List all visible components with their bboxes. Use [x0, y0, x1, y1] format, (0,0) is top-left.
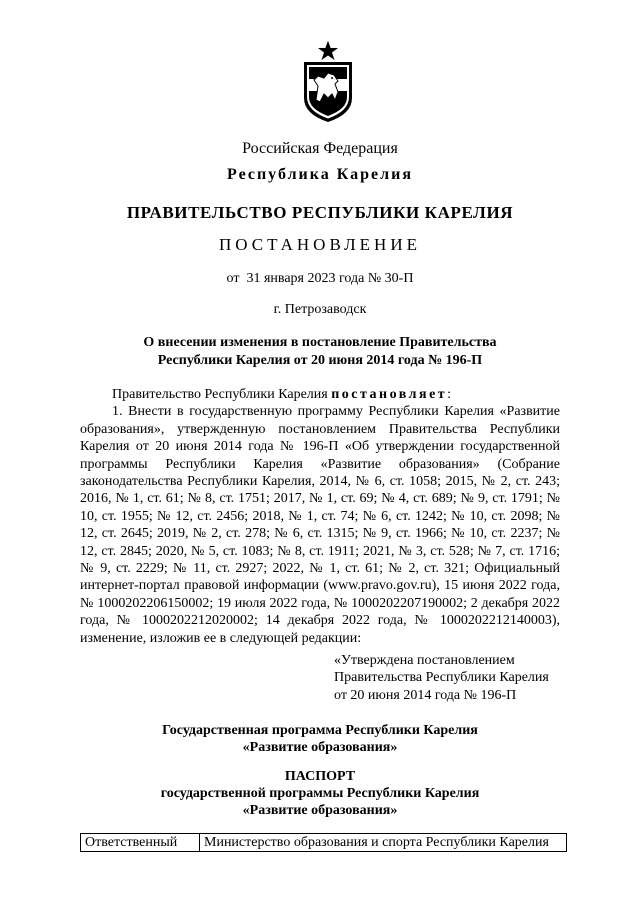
resolves-word: постановляет [331, 387, 448, 402]
passport-title: ПАСПОРТ [284, 769, 356, 784]
document-type: ПОСТАНОВЛЕНИЕ [218, 235, 421, 254]
country-name: Российская Федерация [242, 140, 398, 157]
intro-text: Правительство Республики Карелия [112, 387, 332, 402]
approval-line: «Утверждена постановлением [334, 653, 515, 668]
document-title-line: Республики Карелия от 20 июня 2014 года № 196-П [157, 353, 483, 368]
approval-line: от 20 июня 2014 года № 196-П [334, 687, 517, 703]
program-heading [0, 722, 640, 756]
document-title [0, 334, 640, 370]
passport-subtitle-line: государственной программы Республики Карелия [160, 786, 480, 801]
government-name: ПРАВИТЕЛЬСТВО РЕСПУБЛИКИ КАРЕЛИЯ [126, 203, 514, 222]
karelia-coat-of-arms-icon [298, 40, 358, 124]
passport-heading [0, 768, 640, 819]
decree-date-number: от 31 января 2023 года № 30-П [226, 271, 414, 286]
document-body [80, 386, 560, 647]
approval-stamp [334, 652, 564, 704]
passport-subtitle-line: «Развитие образования» [242, 803, 398, 818]
document-title-line: О внесении изменения в постановление Правительства [143, 335, 497, 350]
table-cell-label: Ответственный [81, 834, 200, 852]
program-heading-line: «Развитие образования» [242, 740, 398, 755]
table-cell-value: Министерство образования и спорта Республики Карелия [200, 834, 567, 852]
program-heading-line: Государственная программа Республики Карелия [162, 723, 478, 738]
paragraph-1: 1. Внести в государственную программу Республики Карелия «Развитие образования», утвержденную постановлением Правительства Республики Карелия от 20 июня 2014 года № 196-П «Об утверждении государственной программы Республики Карелия «Развитие образования» (Собрание законодательства Республики Карелия, 2014, № 6, ст. 1058; 2015, № 2, ст. 243; 2016, № 1, ст. 61; № 8, ст. 1751; 2017, № 1, ст. 69; № 4, ст. 689; № 9, ст. 1791; № 10, ст. 1955; № 12, ст. 2456; 2018, № 1, ст. 74; № 6, ст. 1242; № 10, ст. 2098; № 12, ст. 2645; 2019, № 2, ст. 278; № 6, ст. 1315; № 9, ст. 1966; № 10, ст. 2237; № 12, ст. 2845; 2020, № 5, ст. 1083; № 8, ст. 1911; 2021, № 3, ст. 528; № 7, ст. 1716; № 9, ст. 2229; № 11, ст. 2927; 2022, № 1, ст. 61; № 2, ст. 321; Официальный интернет-портал правовой информации (www.pravo.gov.ru), 15 июня 2022 года, № 1000202206150002; 19 июля 2022 года, № 1000202207190002; 2 декабря 2022 года, № 1000202212020002; 14 декабря 2022 года, № 1000202212140003), изменение, изложив ее в следующей редакции: [80, 404, 560, 646]
approval-line: Правительства Республики Карелия [334, 670, 549, 686]
intro-colon: : [447, 387, 452, 402]
republic-name: Республика Карелия [227, 166, 413, 183]
passport-table [80, 833, 567, 852]
intro-paragraph [80, 386, 560, 403]
city: г. Петрозаводск [273, 302, 367, 317]
table-row [81, 834, 567, 852]
